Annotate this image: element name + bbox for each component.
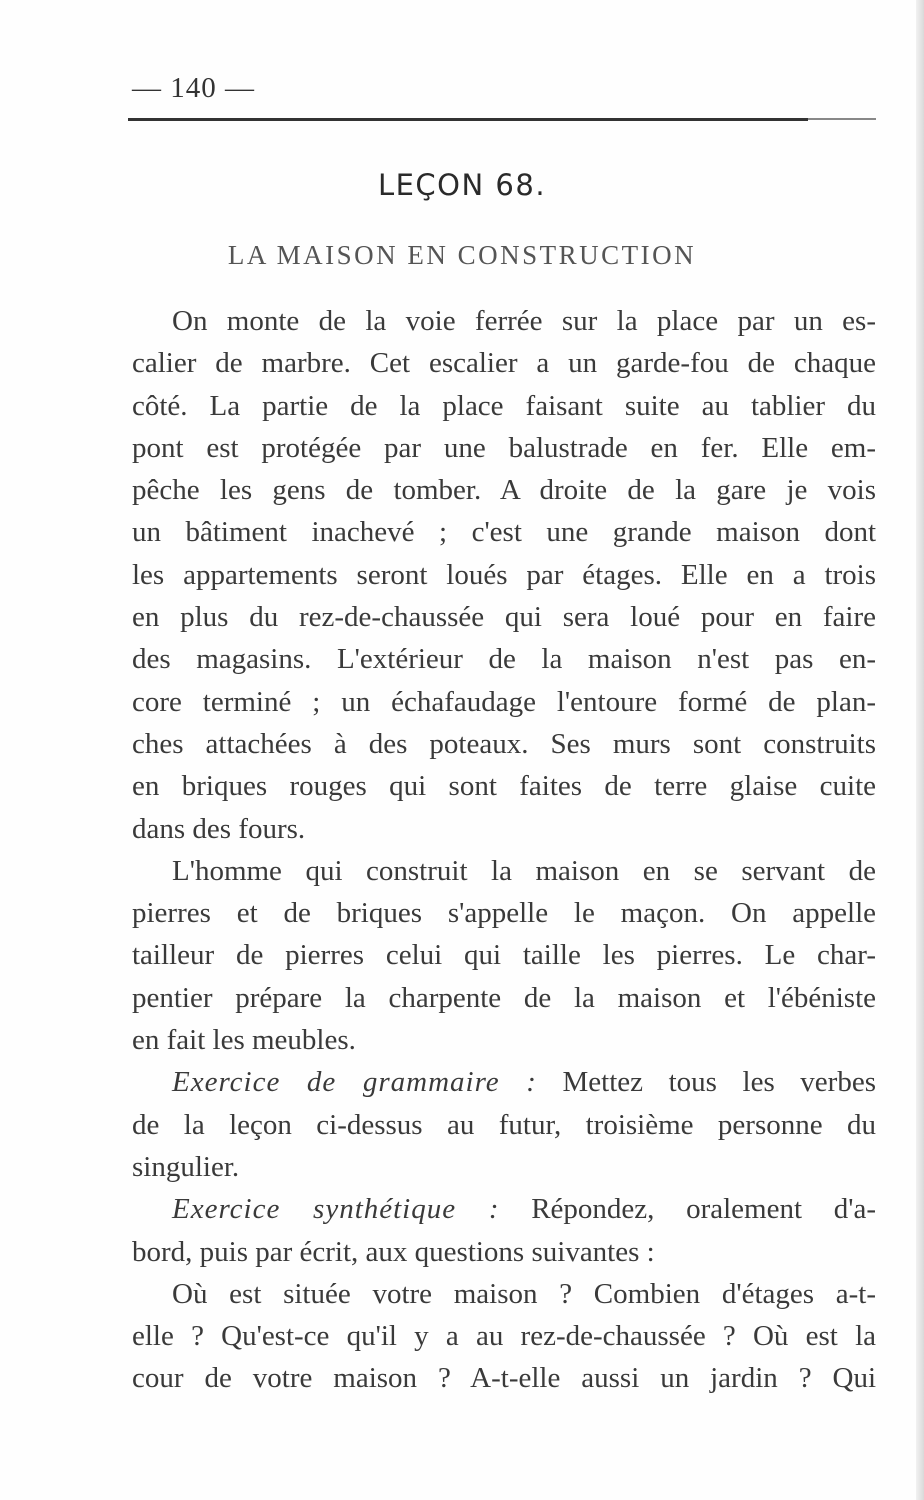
text-line: Où est située votre maison ? Combien d'étages a-t- xyxy=(172,1277,876,1310)
text-line: pêche les gens de tomber. A droite de la gare je vois xyxy=(132,474,876,507)
text-line: core terminé ; un échafaudage l'entoure formé de plan- xyxy=(132,685,876,718)
text-line: tailleur de pierres celui qui taille les pierres. Le char- xyxy=(132,939,876,972)
page-number: — 140 — xyxy=(132,72,255,104)
header-rule xyxy=(128,118,808,121)
text-line: côté. La partie de la place faisant suite au tablier du xyxy=(132,389,876,422)
header-rule-tail xyxy=(808,118,876,120)
exercise-grammar-line xyxy=(132,1061,876,1103)
text-line: de la leçon ci-dessus au futur, troisième personne du xyxy=(132,1108,876,1141)
text-line: en fait les meubles. xyxy=(132,1024,356,1057)
text-line: L'homme qui construit la maison en se servant de xyxy=(172,854,876,887)
text-line: pierres et de briques s'appelle le maçon. On appelle xyxy=(132,897,876,930)
text-line: On monte de la voie ferrée sur la place par un es- xyxy=(172,305,876,337)
exercise-grammar-label: Exercice de grammaire : xyxy=(172,1066,537,1099)
exercise-grammar-text: Mettez tous les verbes xyxy=(562,1066,876,1099)
text-line: bord, puis par écrit, aux questions suivantes : xyxy=(132,1235,655,1268)
text-line: les appartements seront loués par étages. Elle en a trois xyxy=(132,558,876,591)
text-line: dans des fours. xyxy=(132,812,306,845)
text-line: en briques rouges qui sont faites de terre glaise cuite xyxy=(132,770,876,803)
text-line: pont est protégée par une balustrade en fer. Elle em- xyxy=(132,431,876,464)
text-line: en plus du rez-de-chaussée qui sera loué pour en faire xyxy=(132,601,876,634)
lesson-title: LEÇON 68. xyxy=(377,168,547,202)
text-line: singulier. xyxy=(132,1150,240,1183)
exercise-synthetic-line xyxy=(132,1188,876,1230)
text-line: cour de votre maison ? A-t-elle aussi un jardin ? Qui xyxy=(132,1362,876,1395)
exercise-synthetic-text: Répondez, oralement d'a- xyxy=(531,1193,876,1226)
text-line: pentier prépare la charpente de la maison et l'ébéniste xyxy=(132,981,876,1014)
exercise-synthetic-label: Exercice synthétique : xyxy=(172,1193,500,1226)
text-line: calier de marbre. Cet escalier a un garde-fou de chaque xyxy=(132,347,876,380)
lesson-subtitle: LA MAISON EN CONSTRUCTION xyxy=(227,240,697,270)
text-line: un bâtiment inachevé ; c'est une grande maison dont xyxy=(132,516,876,549)
text-line: des magasins. L'extérieur de la maison n'est pas en- xyxy=(132,643,876,676)
lesson-text xyxy=(132,300,876,1400)
text-line: elle ? Qu'est-ce qu'il y a au rez-de-chaussée ? Où est la xyxy=(132,1320,876,1353)
page-edge-shadow xyxy=(916,0,924,1500)
text-line: ches attachées à des poteaux. Ses murs sont construits xyxy=(132,727,876,760)
